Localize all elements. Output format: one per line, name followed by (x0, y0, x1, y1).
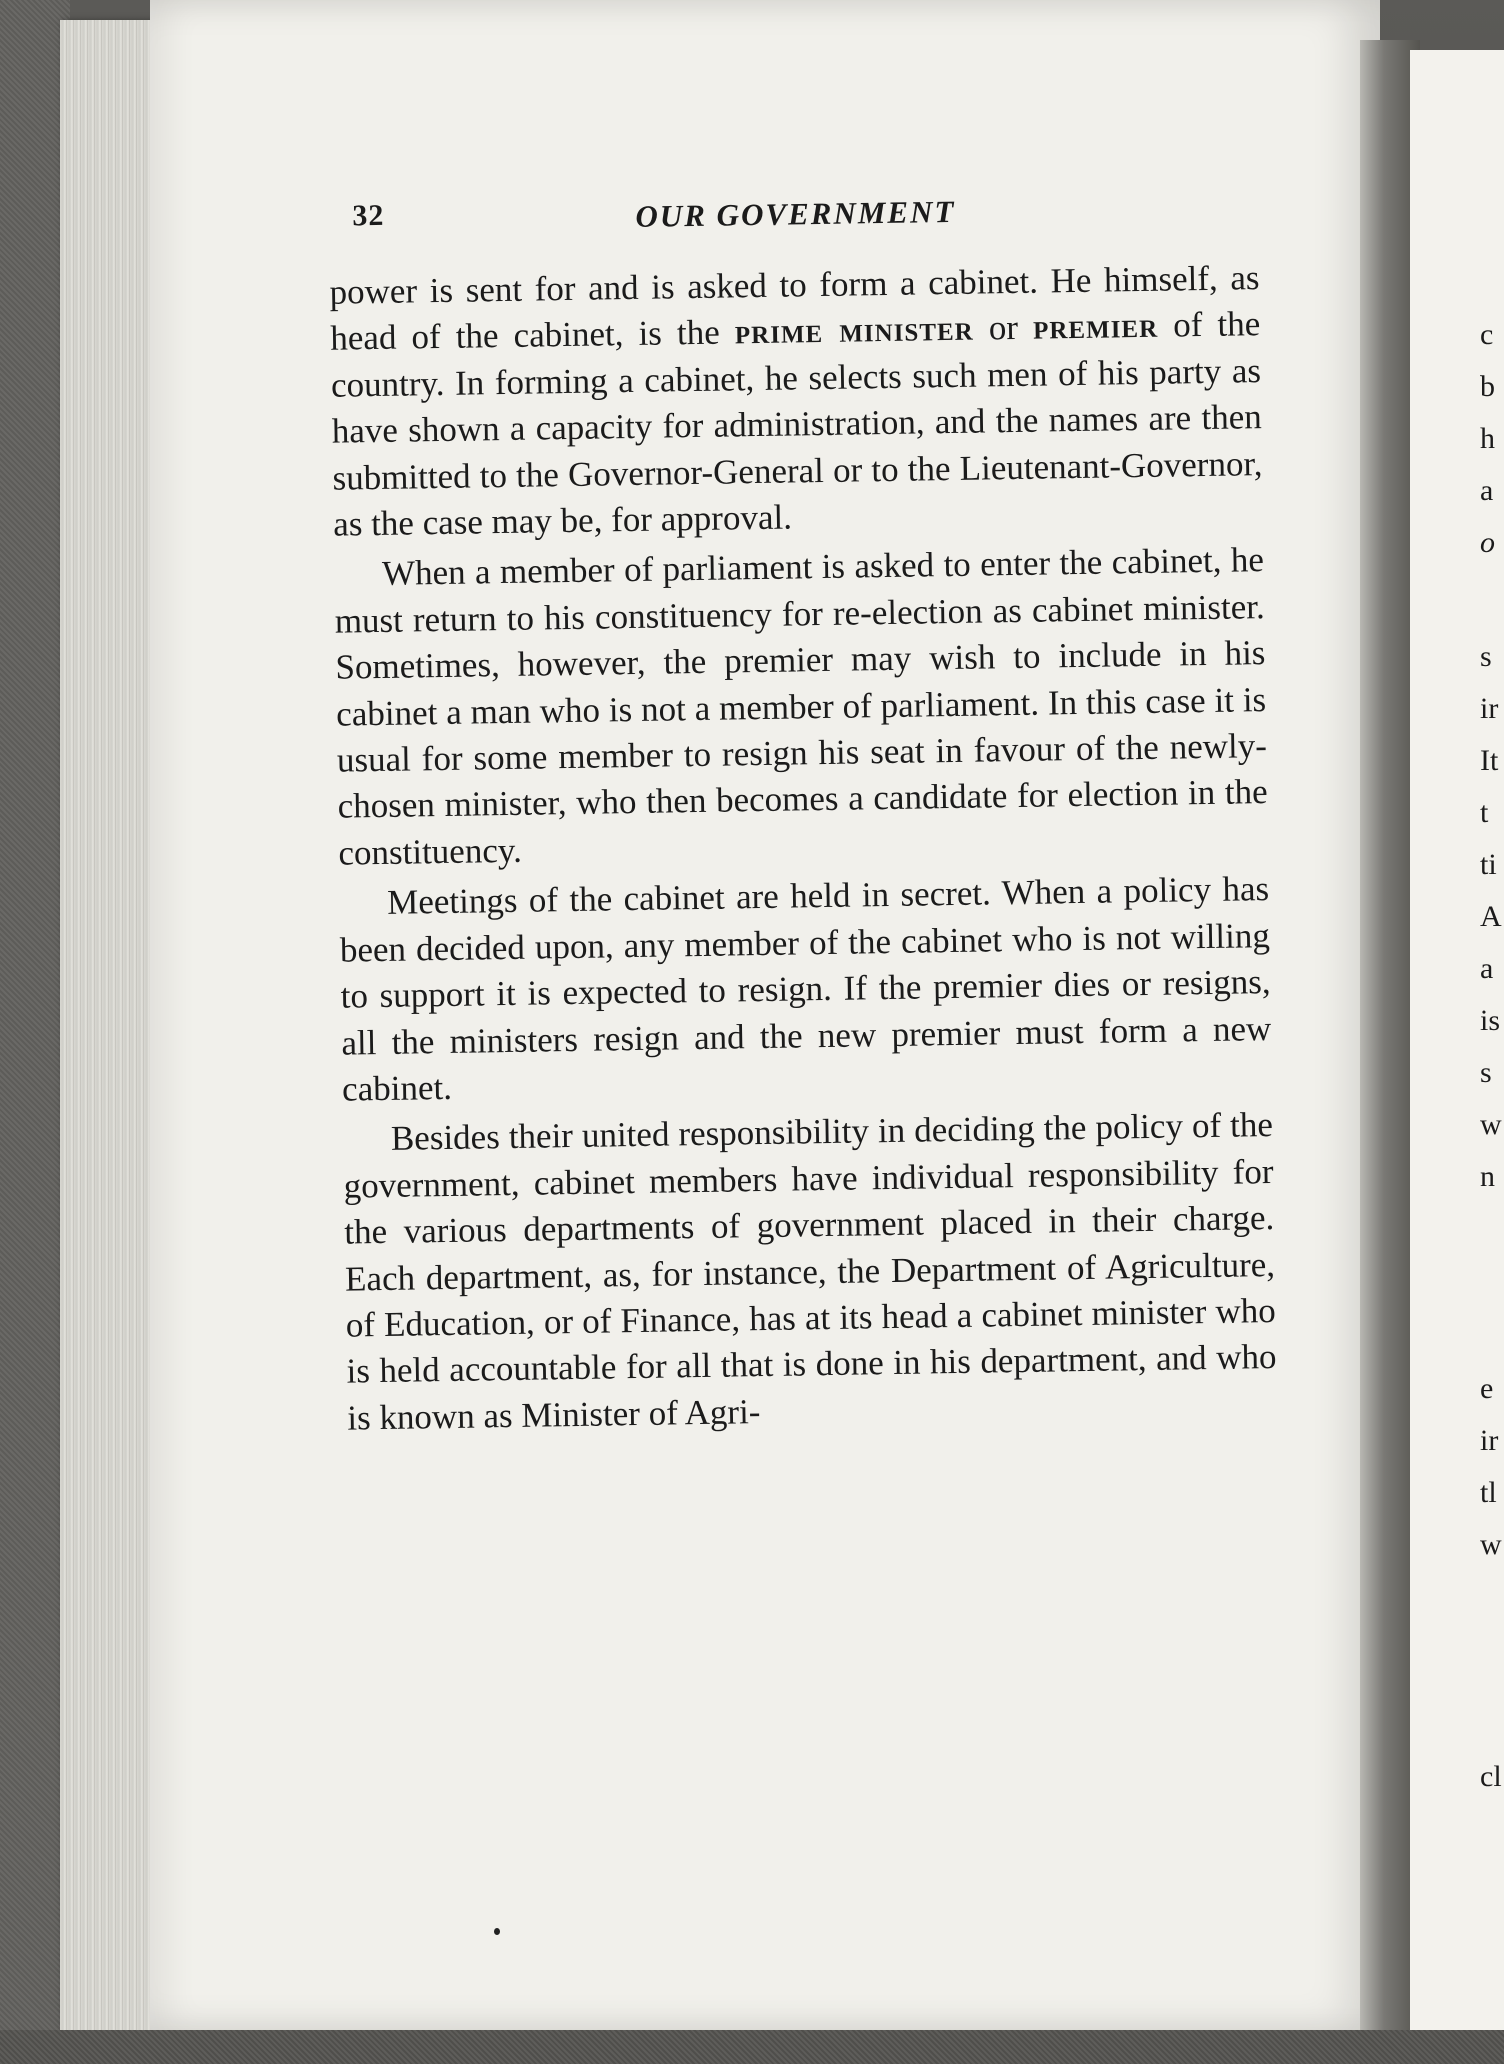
facing-fragment: A (1480, 900, 1502, 933)
facing-fragment: w (1480, 1108, 1502, 1141)
facing-fragment: h (1480, 422, 1495, 455)
facing-fragment: It (1480, 744, 1499, 777)
facing-fragment: a (1480, 952, 1494, 985)
term-premier: premier (1032, 306, 1159, 348)
page-text (310, 174, 1330, 1442)
facing-fragment: w (1480, 1528, 1502, 1561)
facing-fragment: b (1480, 370, 1495, 403)
facing-fragment: s (1480, 1056, 1492, 1089)
paragraph-2: When a member of parliament is asked to enter the cabinet, he must return to his constituency for re-election as cabinet minister. Sometimes, however, the premier may wish to include in his cabinet a man who is not a member of parliament. In this case it is usual for some member to resign his seat in favour of the newly-chosen minister, who then becomes a candidate for election in the constituency. (334, 540, 1268, 873)
book-cover-bottom (0, 2030, 1504, 2064)
page-number: 32 (352, 198, 385, 233)
facing-fragment: c (1480, 318, 1494, 351)
facing-fragment: tl (1480, 1476, 1497, 1509)
facing-fragment: is (1480, 1004, 1501, 1037)
facing-fragment: ir (1480, 1424, 1499, 1457)
term-prime-minister: prime minister (734, 309, 974, 352)
paragraph-4: Besides their united responsibility in deciding the policy of the government, cabinet members have individual responsibility for the various departments of government placed in their charge. Each department, as, for instance, the Department of Agriculture, of Education, or of Finance, has at its head a cabinet minister who is held accountable for all that is done in his department, and who is known as Minister of Agri- (343, 1105, 1277, 1438)
facing-fragment: n (1480, 1160, 1495, 1193)
facing-fragment: ti (1480, 848, 1497, 881)
paragraph-1-text: or (973, 308, 1034, 348)
facing-fragment: a (1480, 474, 1494, 507)
paragraph-1 (311, 255, 1263, 548)
page-header (310, 174, 1311, 270)
paragraph-1-text: of the country. In forming a cabinet, he selects such men of his party as have shown a capacity for administration, and the names are then submitted to the Governor-General or to the Lieutenant-Governor, as the case may be, for approval. (330, 304, 1263, 544)
facing-fragment: e (1480, 1372, 1494, 1405)
paragraph-3: Meetings of the cabinet are held in secret. When a policy has been decided upon, any member of the cabinet who is not willing to support it is expected to resign. If the premier dies or resigns, all the ministers resign and the new premier must form a new cabinet. (339, 869, 1272, 1109)
facing-fragment: t (1480, 796, 1489, 829)
facing-fragment: cl (1480, 1760, 1502, 1793)
paragraph-1-text: power is sent for and is asked to form a cabinet. He himself, as head of the cabinet, is the (329, 258, 1260, 359)
facing-fragment: ir (1480, 692, 1499, 725)
facing-fragment: o (1480, 526, 1495, 559)
ink-speck (494, 1928, 500, 1935)
facing-fragment: s (1480, 640, 1492, 673)
running-title: OUR GOVERNMENT (635, 193, 956, 234)
